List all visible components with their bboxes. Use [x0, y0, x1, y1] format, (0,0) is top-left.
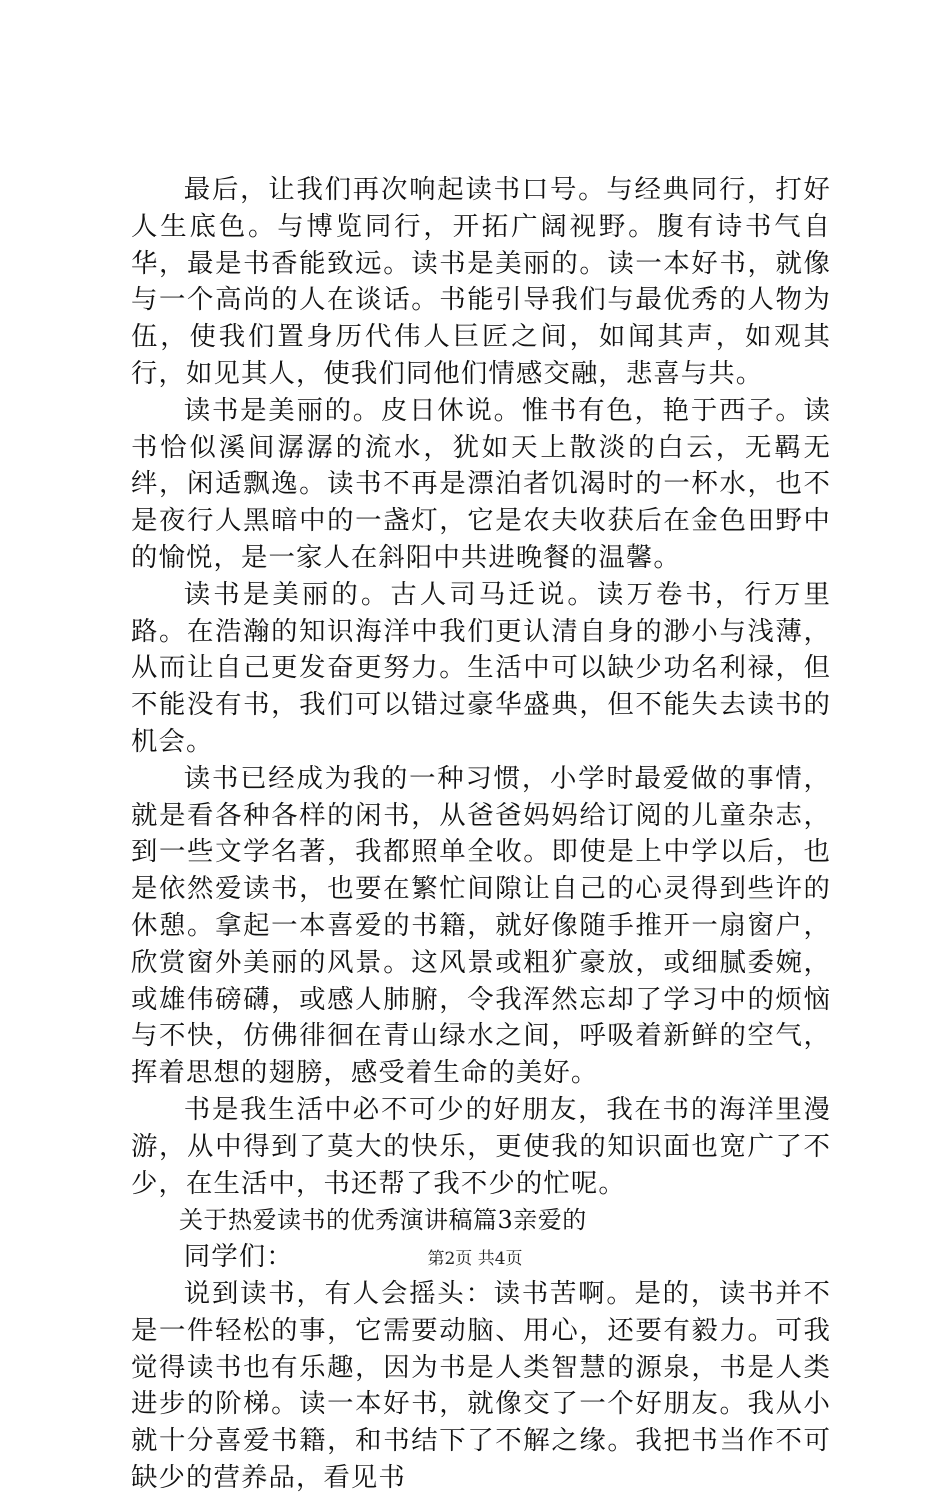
- paragraph-sima-qian: 读书是美丽的。古人司马迁说。读万卷书，行万里路。在浩瀚的知识海洋中我们更认清自身的渺小与浅薄，从而让自己更发奋更努力。生活中可以缺少功名利禄，但不能没有书，我们可以错过豪华盛典，但不能失去读书的机会。: [131, 578, 831, 757]
- page-footer: 第2页 共4页: [427, 1249, 523, 1269]
- section-heading: 关于热爱读书的优秀演讲稿篇3亲爱的: [179, 1206, 587, 1235]
- paragraph-pi-rixiu: 读书是美丽的。皮日休说。惟书有色，艳于西子。读书恰似溪间潺潺的流水，犹如天上散淡的白云，无羁无绊，闲适飘逸。读书不再是漂泊者饥渴时的一杯水，也不是夜行人黑暗中的一盏灯，它是农夫收获后在金色田野中的愉悦，是一家人在斜阳中共进晚餐的温馨。: [131, 394, 831, 573]
- paragraph-greeting: 同学们：: [183, 1241, 294, 1273]
- paragraph-closing-slogan: 最后，让我们再次响起读书口号。与经典同行，打好人生底色。与博览同行，开拓广阔视野。腹有诗书气自华，最是书香能致远。读书是美丽的。读一本好书，就像与一个高尚的人在谈话。书能引导我们与最优秀的人物为伍，使我们置身历代伟人巨匠之间，如闻其声，如观其行，如见其人，使我们同他们情感交融，悲喜与共。: [131, 174, 831, 389]
- body-text: [131, 172, 831, 1497]
- paragraph-reading-joy: 说到读书，有人会摇头：读书苦啊。是的，读书并不是一件轻松的事，它需要动脑、用心，还要有毅力。可我觉得读书也有乐趣，因为书是人类智慧的源泉，书是人类进步的阶梯。读一本好书，就像交了一个好朋友。我从小就十分喜爱书籍，和书结下了不解之缘。我把书当作不可缺少的营养品，看见书: [131, 1277, 831, 1493]
- paragraph-reading-habit: 读书已经成为我的一种习惯，小学时最爱做的事情，就是看各种各样的闲书，从爸爸妈妈给订阅的儿童杂志，到一些文学名著，我都照单全收。即使是上中学以后，也是依然爱读书，也要在繁忙间隙让自己的心灵得到些许的休憩。拿起一本喜爱的书籍，就好像随手推开一扇窗户，欣赏窗外美丽的风景。这风景或粗犷豪放，或细腻委婉，或雄伟磅礴，或感人肺腑，令我浑然忘却了学习中的烦恼与不快，仿佛徘徊在青山绿水之间，呼吸着新鲜的空气，挥着思想的翅膀，感受着生命的美好。: [131, 762, 831, 1089]
- paragraph-book-friend: 书是我生活中必不可少的好朋友，我在书的海洋里漫游，从中得到了莫大的快乐，更使我的知识面也宽广了不少，在生活中，书还帮了我不少的忙呢。: [131, 1093, 831, 1199]
